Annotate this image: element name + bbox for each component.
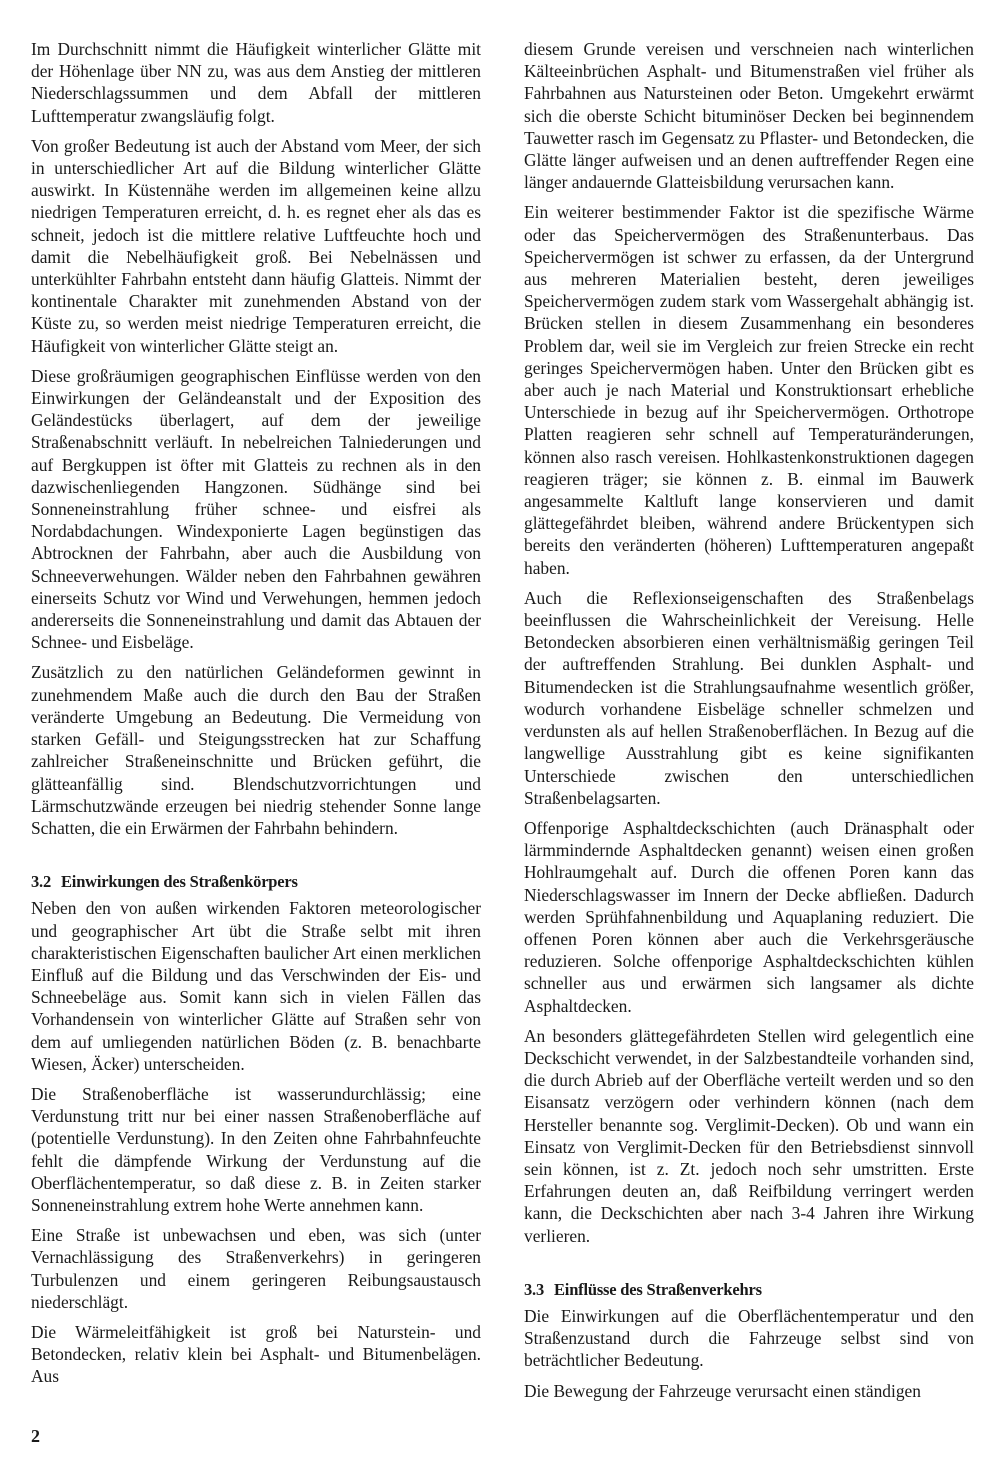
- paragraph: diesem Grunde vereisen und verschneien nach winterlichen Kälteeinbrüchen Asphalt- und Bitumenstraßen viel früher als Fahrbahnen aus Natursteinen oder Beton. Umgekehrt erwärmt sich die oberste Schicht bituminöser Decken bei beginnendem Tauwetter rasch im Gegensatz zu Pflaster- und Betondecken, die Glätte länger aufweisen und an denen auftreffender Regen eine länger andauernde Glatteisbildung verursachen kann.: [524, 39, 974, 193]
- paragraph: Zusätzlich zu den natürlichen Geländeformen gewinnt in zunehmendem Maße auch die durch den Bau der Straßen veränderte Umgebung an Bedeutung. Die Vermeidung von starken Gefäll- und Steigungsstrecken hat zur Schaffung zahlreicher Straßeneinschnitte und Brücken geführt, die glätteanfällig sind. Blendschutzvorrichtungen und Lärmschutzwände erzeugen bei niedrig stehender Sonne lange Schatten, die ein Erwärmen der Fahrbahn behindern.: [31, 662, 481, 838]
- paragraph: Von großer Bedeutung ist auch der Abstand vom Meer, der sich in unterschiedlicher Art auf die Bildung winterlicher Glätte auswirkt. In Küstennähe werden im allgemeinen keine allzu niedrigen Temperaturen erreicht, d. h. es regnet eher als das es schneit, jedoch ist die mittlere relative Luftfeuchte hoch und damit die Nebelhäufigkeit groß. Bei Nebelnässen und unterkühlter Fahrbahn entsteht dann häufig Glatteis. Nimmt der kontinentale Charakter mit zunehmenden Abstand von der Küste zu, so werden meist niedrige Temperaturen erreicht, die Häufigkeit von winterlicher Glätte steigt an.: [31, 135, 481, 356]
- paragraph: Offenporige Asphaltdeckschichten (auch Dränasphalt oder lärmmindernde Asphaltdecken genannt) weisen einen großen Hohlraumgehalt auf. Durch die offenen Poren kann das Niederschlagswasser im Innern der Decke abfließen. Dadurch werden Sprühfahnenbildung und Aquaplaning reduziert. Die offenen Poren können aber auch die Verkehrsgeräusche reduzieren. Solche offenporige Asphaltdeckschichten kühlen schneller aus und erwärmen sich langsamer als dichte Asphaltdecken.: [524, 817, 974, 1016]
- section-number: 3.2: [31, 872, 52, 892]
- paragraph: Diese großräumigen geographischen Einflüsse werden von den Einwirkungen der Geländeanstalt und der Exposition des Geländestücks überlagert, auf dem der jeweilige Straßenabschnitt verläuft. In nebelreichen Talniederungen und auf Bergkuppen ist öfter mit Glatteis zu rechnen als in den dazwischenliegenden Hangzonen. Südhänge sind bei Sonneneinstrahlung früher schnee- und eisfrei als Nordabdachungen. Windexponierte Lagen begünstigen das Abtrocknen der Fahrbahn, aber auch die Ausbildung von Schneeverwehungen. Wälder neben den Fahrbahnen gewähren einerseits Schutz vor Wind und Verwehungen, hemmen jedoch andererseits die Sonneneinstrahlung und damit das Abtauen der Schnee- und Eisbeläge.: [31, 365, 481, 653]
- paragraph: Die Bewegung der Fahrzeuge verursacht einen ständigen: [524, 1380, 921, 1401]
- section-heading-3-2: [31, 871, 481, 893]
- paragraph: Die Straßenoberfläche ist wasserundurchlässig; eine Verdunstung tritt nur bei einer nassen Straßenoberfläche auf (potentielle Verdunstung). In den Zeiten ohne Fahrbahnfeuchte fehlt die dämpfende Wirkung der Verdunstung auf die Oberflächentemperatur, so daß diese z. B. in Zeiten starker Sonneneinstrahlung extrem hohe Werte annehmen kann.: [31, 1083, 481, 1215]
- section-heading-3-3: [524, 1279, 974, 1301]
- section-title: Einflüsse des Straßenverkehrs: [554, 1279, 762, 1299]
- section-number: 3.3: [524, 1279, 545, 1299]
- paragraph: Neben den von außen wirkenden Faktoren meteorologischer und geographischer Art übt die Straße selbt mit ihren charakteristischen Eigenschaften baulicher Art einen merklichen Einfluß auf die Bildung und das Verschwinden der Eis- und Schneebeläge aus. Somit kann sich in vielen Fällen das Vorhandensein von winterlicher Glätte auf Straßen sehr von dem auf umliegenden natürlichen Böden (z. B. benachbarte Wiesen, Äcker) unterscheiden.: [31, 898, 481, 1074]
- left-column: [31, 38, 481, 1396]
- paragraph: Die Wärmeleitfähigkeit ist groß bei Naturstein- und Betondecken, relativ klein bei Asphalt- und Bitumenbelägen. Aus: [31, 1321, 481, 1387]
- paragraph: Ein weiterer bestimmender Faktor ist die spezifische Wärme oder das Speichervermögen des Straßenunterbaus. Das Speichervermögen ist schwer zu erfassen, da der Untergrund aus mehreren Materialien besteht, deren jeweiliges Speichervermögen zudem stark vom Wassergehalt abhängig ist. Brücken stellen in diesem Zusammenhang ein besonderes Problem dar, weil sie im Vergleich zur freien Strecke ein recht geringes Speichervermögen haben. Unter den Brücken gibt es aber auch je nach Material und Konstruktionsart erhebliche Unterschiede in bezug auf ihr Speichervermögen. Orthotrope Platten reagieren sehr schnell auf Temperaturänderungen, können also rasch vereisen. Hohlkastenkonstruktionen dagegen reagieren träger; sie können z. B. einmal im Bauwerk angesammelte Kaltluft lange konservieren und damit glättegefährdet bleiben, während andere Brückentypen sich bereits den veränderten (höheren) Lufttemperaturen angepaßt haben.: [524, 202, 974, 578]
- paragraph: Auch die Reflexionseigenschaften des Straßenbelags beeinflussen die Wahrscheinlichkeit der Vereisung. Helle Betondecken absorbieren einen verhältnismäßig geringen Teil der auftreffenden Strahlung. Bei dunklen Asphalt- und Bitumendecken ist die Strahlungsaufnahme wesentlich größer, wodurch vorhandene Eisbeläge schneller schmelzen und verdunsten als auf hellen Straßenoberflächen. In Bezug auf die langwellige Ausstrahlung gibt es keine signifikanten Unterschiede zwischen den unterschiedlichen Straßenbelagsarten.: [524, 587, 974, 808]
- paragraph: Die Einwirkungen auf die Oberflächentemperatur und den Straßenzustand durch die Fahrzeuge selbst sind von beträchtlicher Bedeutung.: [524, 1305, 974, 1371]
- right-column: [524, 38, 974, 1410]
- paragraph: An besonders glättegefährdeten Stellen wird gelegentlich eine Deckschicht verwendet, in der Salzbestandteile vorhanden sind, die durch Abrieb auf der Oberfläche verteilt werden und so den Eisansatz verzögern oder verhindern können (nach dem Hersteller benannte sog. Verglimit-Decken). Ob und wann ein Einsatz von Verglimit-Decken für den Betriebsdienst sinnvoll sein können, ist z. Zt. jedoch noch sehr umstritten. Erste Erfahrungen deuten an, daß Reifbildung verringert werden kann, die Deckschichten aber nach 3-4 Jahren ihre Wirkung verlieren.: [524, 1025, 974, 1246]
- paragraph: Eine Straße ist unbewachsen und eben, was sich (unter Vernachlässigung des Straßenverkehrs) in geringeren Turbulenzen und einem geringeren Reibungsaustausch niederschlägt.: [31, 1225, 481, 1312]
- section-title: Einwirkungen des Straßenkörpers: [61, 872, 298, 892]
- paragraph: Im Durchschnitt nimmt die Häufigkeit winterlicher Glätte mit der Höhenlage über NN zu, was aus dem Anstieg der mittleren Niederschlagssummen und dem Abfall der mittleren Lufttemperatur zwangsläufig folgt.: [31, 39, 481, 126]
- page-number: 2: [31, 1426, 40, 1446]
